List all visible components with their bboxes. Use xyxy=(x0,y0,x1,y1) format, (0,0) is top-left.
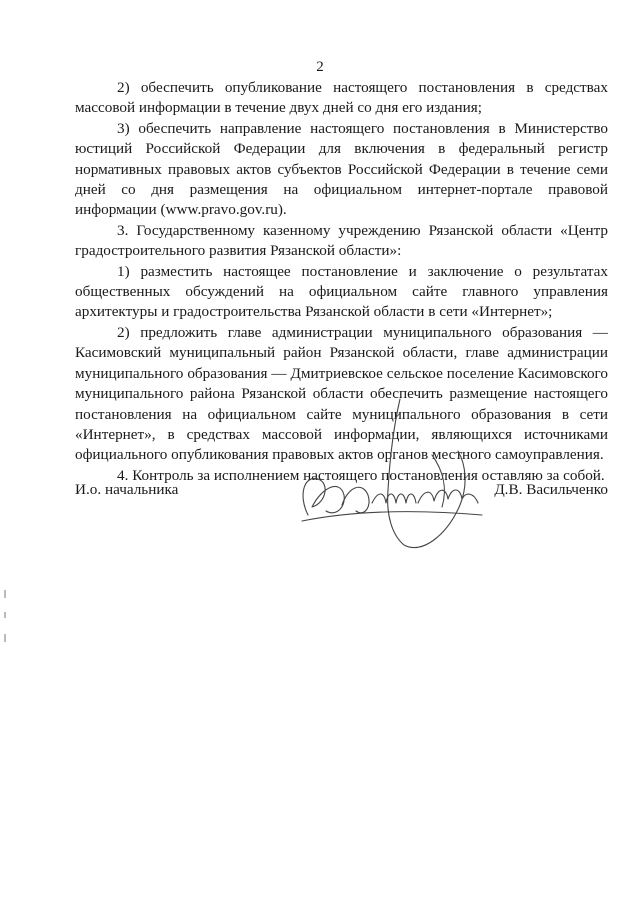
signatory-position: И.о. начальника xyxy=(75,481,179,498)
paragraph: 1) разместить настоящее постановление и заключение о результатах общественных обсуждений на официальном сайте главного управления архитектуры и градостроительства Рязанской области в сети «Интернет»; xyxy=(75,262,608,321)
signatory-name: Д.В. Васильченко xyxy=(494,481,608,498)
paragraph: 3. Государственному казенному учреждению Рязанской области «Центр градостроительного развития Рязанской области»: xyxy=(75,221,608,260)
scan-artifact-mark xyxy=(4,590,6,598)
paragraph: 2) предложить главе администрации муниципального образования — Касимовский муниципальный район Рязанской области, главе администрации муниципального образования — Дмитриевское сельское поселение Касимовского муниципального района Рязанской области обеспечить размещение настоящего постановления на официальном сайте муниципального образования в сети «Интернет», в средствах массовой информации, являющихся источниками официального опубликования правовых актов органов местного самоуправления. xyxy=(75,323,608,464)
handwritten-signature xyxy=(282,395,492,555)
paragraph: 3) обеспечить направление настоящего постановления в Министерство юстиций Российской Федерации для включения в федеральный регистр нормативных правовых актов субъектов Российской Федерации в течение семи дней со дня размещения на официальном интернет-портале правовой информации (www.pravo.gov.ru). xyxy=(75,119,608,219)
page-number: 2 xyxy=(316,59,324,75)
paragraph: 4. Контроль за исполнением настоящего постановления оставляю за собой. xyxy=(117,466,605,484)
paragraph: 2) обеспечить опубликование настоящего постановления в средствах массовой информации в течение двух дней со дня его издания; xyxy=(75,79,608,117)
scan-artifact-mark xyxy=(4,634,6,642)
scan-artifact-mark xyxy=(4,612,6,618)
